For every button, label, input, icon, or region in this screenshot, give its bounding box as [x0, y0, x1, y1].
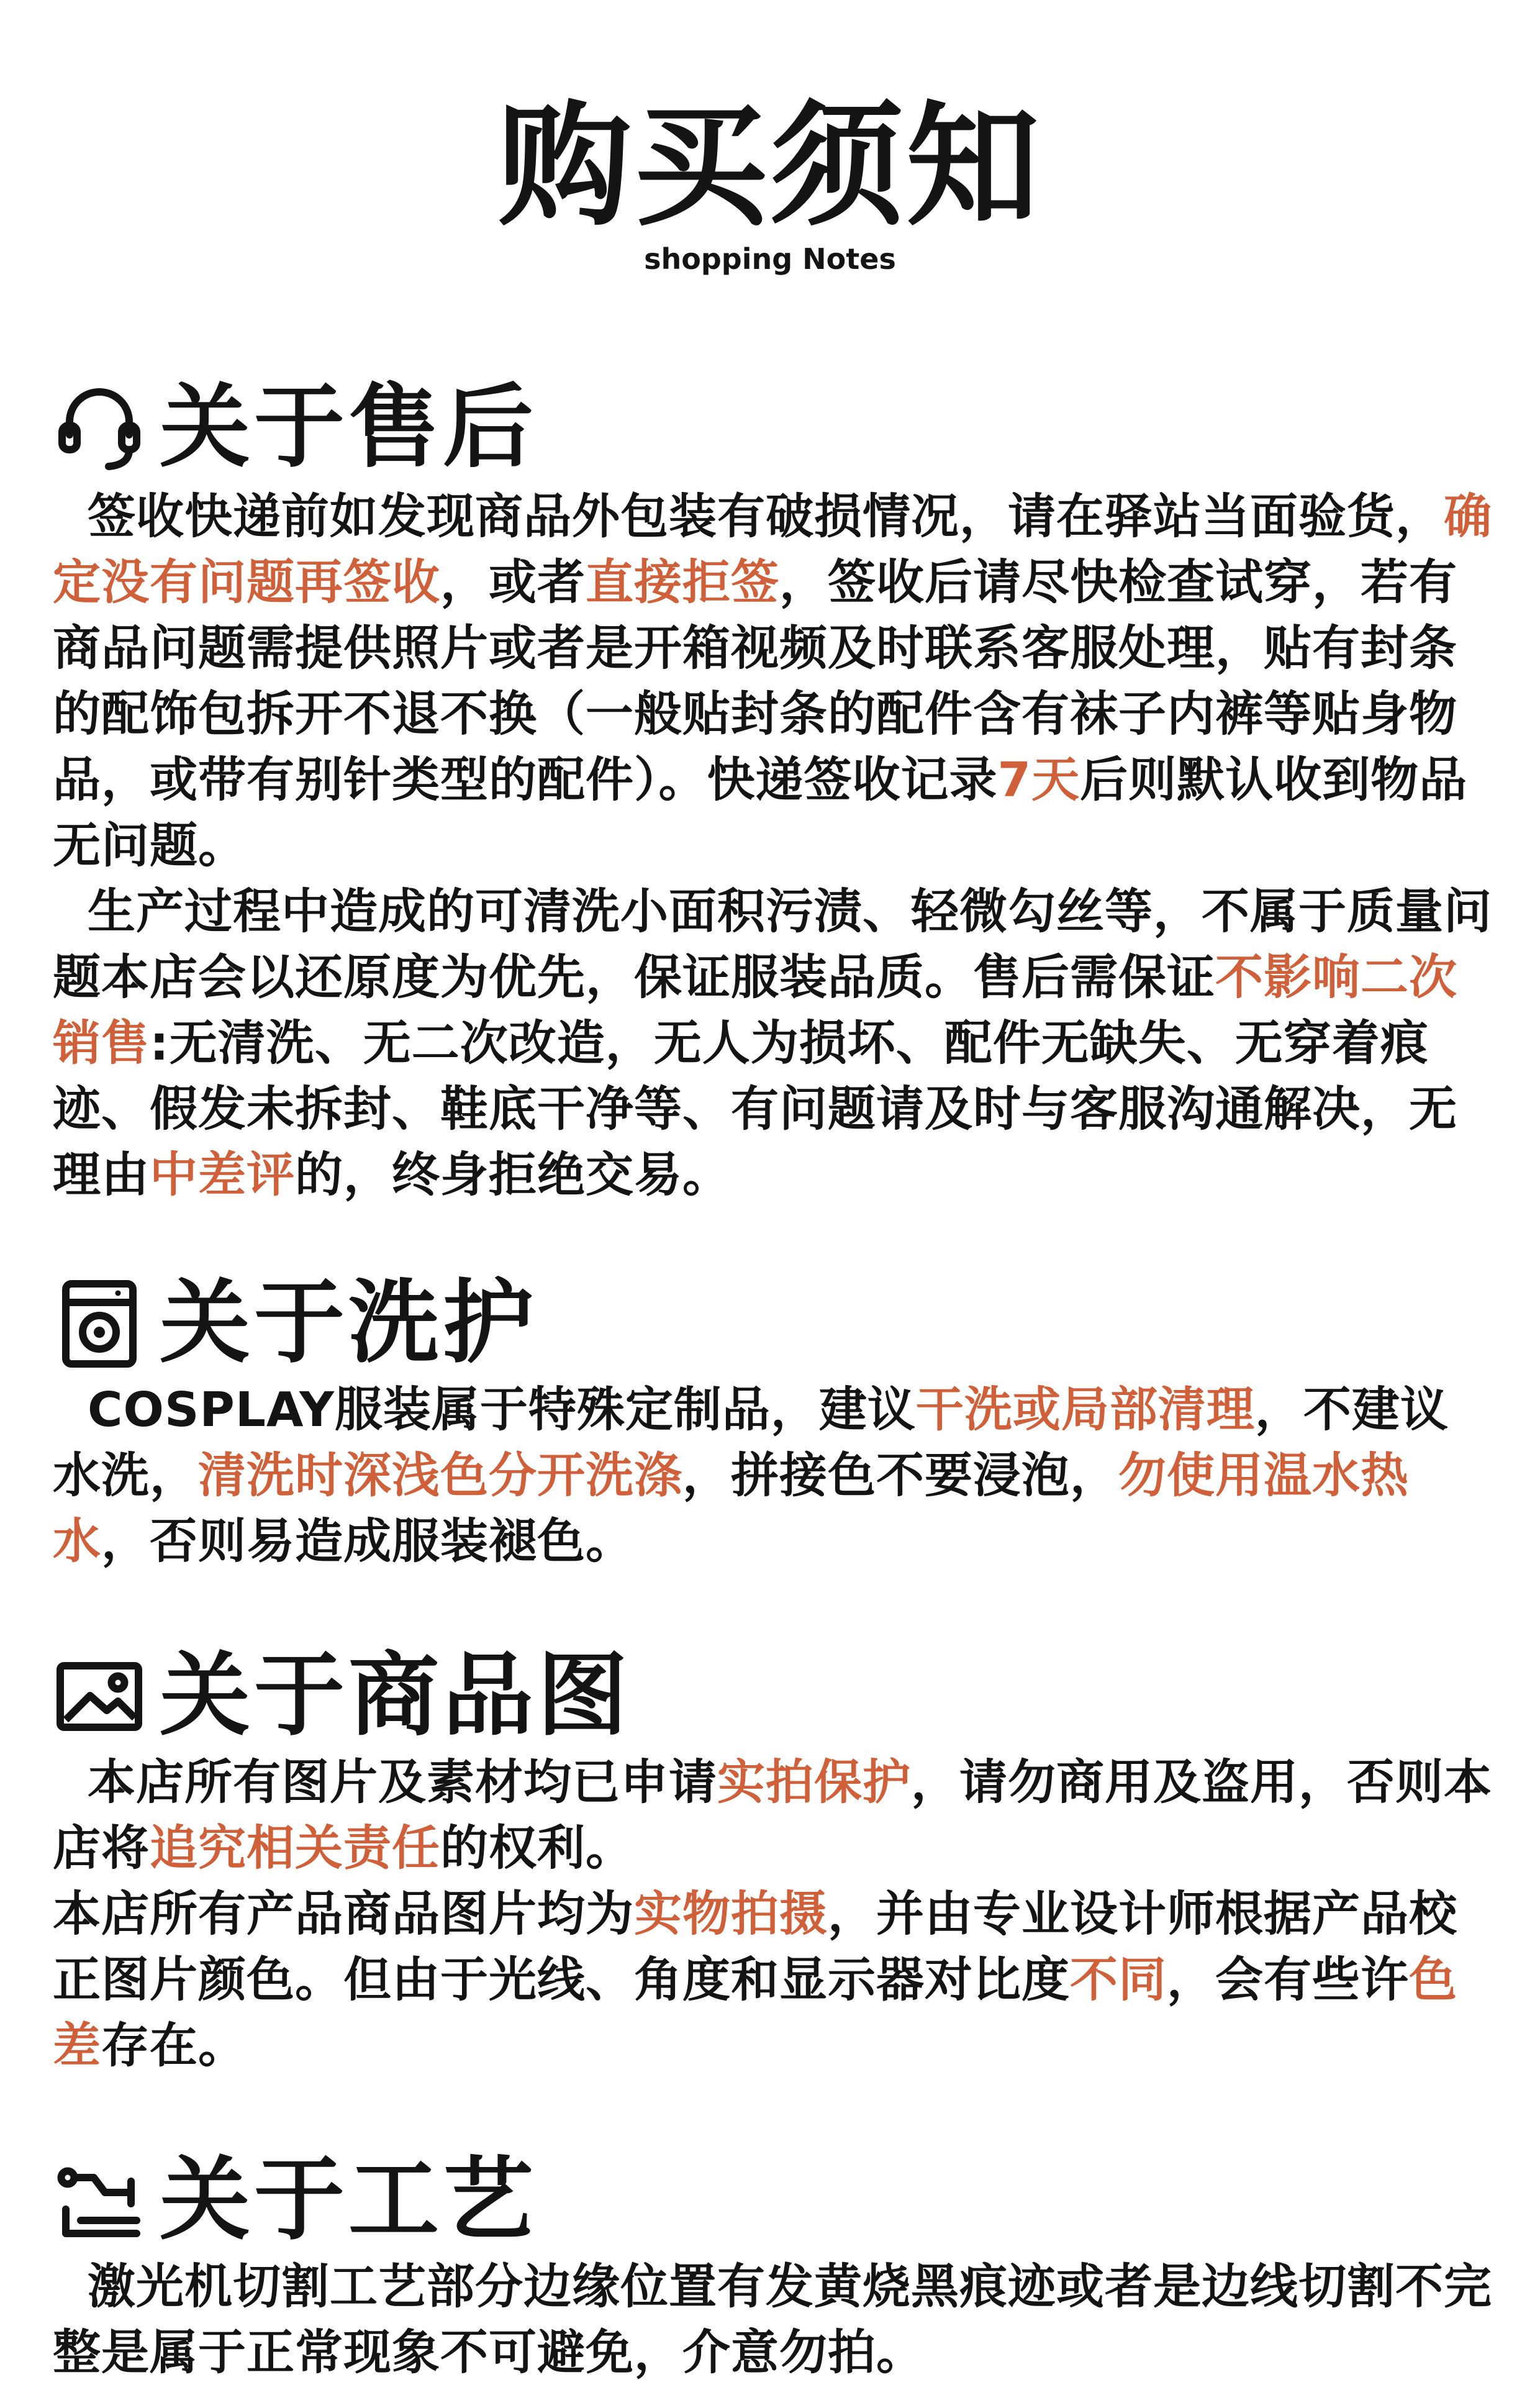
headset-icon — [53, 381, 146, 474]
highlight-text: 勿使用温水热水 — [53, 1448, 1409, 1570]
washing-machine-icon — [53, 1276, 146, 1370]
section-craftsmanship — [53, 2150, 1493, 2385]
section-product-images — [53, 1643, 1493, 2079]
highlight-text: 直接拒签 — [586, 555, 779, 611]
text-run: COSPLAY服装属于特殊定制品，建议 — [88, 1383, 916, 1438]
text-run: ，请勿商用及盗用，否则本店将 — [53, 1755, 1492, 1876]
paragraph — [53, 1750, 1493, 1882]
text-run: 存在。 — [101, 2019, 247, 2074]
section-body — [53, 1378, 1493, 1575]
page-title: 购买须知 — [498, 88, 1042, 244]
section-body — [53, 484, 1493, 1209]
image-icon — [53, 1649, 146, 1742]
text-run: 后则默认收到物品无问题。 — [53, 753, 1468, 874]
highlight-text: 中差评 — [150, 1148, 295, 1203]
text-run: ，或者 — [440, 555, 586, 611]
section-after-sales — [53, 375, 1493, 1209]
section-body — [53, 2255, 1493, 2385]
text-run: ，并由专业设计师根据产品校正图片颜色。但由于光线、角度和显示器对比度 — [53, 1887, 1457, 2008]
text-run: ，会有些许 — [1167, 1953, 1409, 2008]
section-header — [53, 375, 1493, 480]
text-run: 本店所有图片及素材均已申请 — [88, 1755, 717, 1810]
section-header — [53, 2150, 1493, 2253]
laser-cutter-icon — [53, 2153, 146, 2246]
text-run: ，签收后请尽快检查试穿，若有商品问题需提供照片或者是开箱视频及时联系客服处理，贴有封条的配饰包拆开不退不换（一般贴封条的配件含有袜子内裤等贴身物品，或带有别针类型的配件）。快递签收记录 — [53, 555, 1457, 808]
text-run: ，不建议水洗， — [53, 1383, 1449, 1504]
paragraph — [53, 2255, 1493, 2385]
text-run: ，否则易造成服装褪色。 — [101, 1514, 634, 1570]
text-run: 生产过程中造成的可清洗小面积污渍、轻微勾丝等，不属于质量问题本店会以还原度为优先，保证服装品质。售后需保证 — [53, 884, 1492, 1006]
text-run: 的，终身拒绝交易。 — [295, 1148, 731, 1203]
paragraph — [53, 484, 1493, 879]
paragraph — [53, 1882, 1493, 2079]
highlight-text: 实拍保护 — [717, 1755, 911, 1810]
section-title: 关于售后 — [160, 375, 537, 480]
section-body — [53, 1750, 1493, 2079]
highlight-text: 确定没有问题再签收 — [53, 489, 1492, 611]
text-run: ，拼接色不要浸泡， — [682, 1448, 1118, 1504]
page-subtitle: shopping Notes — [644, 242, 896, 276]
text-run: 的权利。 — [440, 1821, 634, 1876]
text-run: 本店所有产品商品图片均为 — [53, 1887, 634, 1942]
highlight-text: 色差 — [53, 1953, 1457, 2074]
text-run: :无清洗、无二次改造，无人为损坏、配件无缺失、无穿着痕迹、假发未拆封、鞋底干净等、有问题请及时与客服沟通解决，无理由 — [53, 1016, 1457, 1203]
section-title: 关于洗护 — [160, 1270, 537, 1376]
highlight-text: 清洗时深浅色分开洗涤 — [198, 1448, 682, 1504]
highlight-text: 干洗或局部清理 — [915, 1383, 1255, 1438]
section-title: 关于商品图 — [160, 1643, 632, 1748]
paragraph — [53, 1378, 1493, 1575]
paragraph — [53, 879, 1493, 1209]
section-header — [53, 1270, 1493, 1376]
highlight-text: 追究相关责任 — [150, 1821, 440, 1876]
section-header — [53, 1643, 1493, 1748]
highlight-text: 不影响二次销售 — [53, 950, 1457, 1071]
text-run: 激光机切割工艺部分边缘位置有发黄烧黑痕迹或者是边线切割不完整是属于正常现象不可避免，介意勿拍。 — [53, 2260, 1492, 2381]
highlight-text: 7天 — [997, 753, 1080, 808]
section-title: 关于工艺 — [160, 2150, 537, 2253]
highlight-text: 实物拍摄 — [634, 1887, 828, 1942]
text-run: 签收快递前如发现商品外包装有破损情况，请在驿站当面验货， — [88, 489, 1444, 545]
section-wash-care — [53, 1270, 1493, 1575]
highlight-text: 不同 — [1070, 1953, 1167, 2008]
